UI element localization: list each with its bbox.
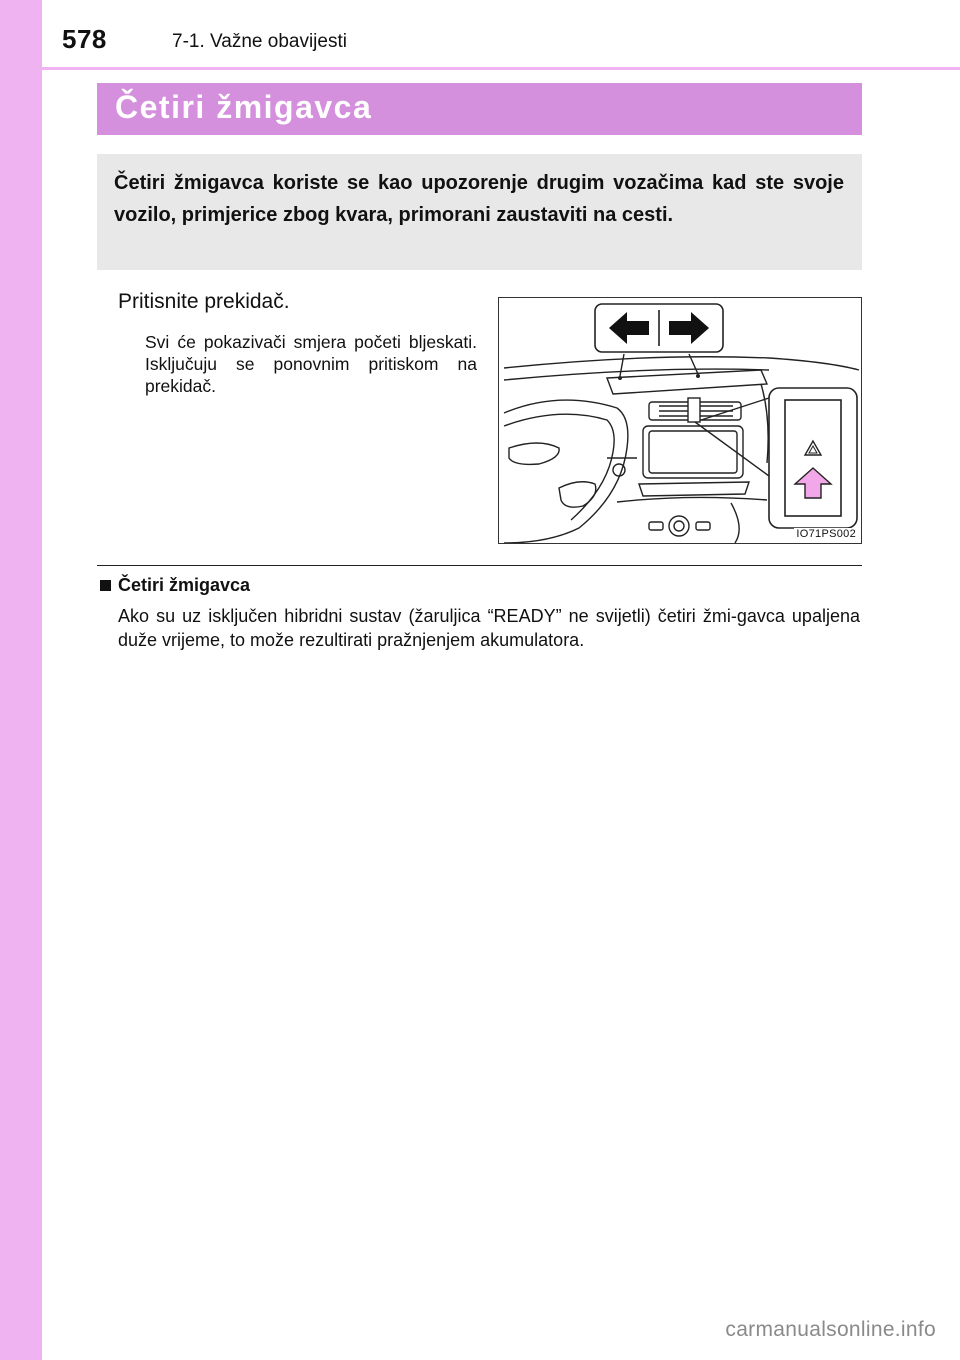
section-reference: 7-1. Važne obavijesti [172, 31, 347, 52]
dashboard-illustration [498, 297, 862, 544]
page-number: 578 [62, 24, 107, 54]
intro-box [97, 154, 862, 270]
step-detail: Svi će pokazivači smjera početi bljeskati. Isključuju se ponovnim pritiskom na prekidač. [145, 332, 477, 396]
watermark: carmanualsonline.info [725, 1318, 936, 1341]
note-heading: Četiri žmigavca [118, 575, 251, 595]
title-bar [97, 83, 862, 135]
note-bullet-icon [100, 580, 111, 591]
dashboard-drawing [499, 298, 861, 543]
page-title: Četiri žmigavca [115, 89, 373, 125]
intro-text: Četiri žmigavca koriste se kao upozorenje drugim vozačima kad ste svoje vozilo, primjerice zbog kvara, primorani zaustaviti na cesti. [114, 172, 844, 226]
side-color-band [0, 0, 42, 1360]
header-rule [42, 67, 960, 70]
step-instruction: Pritisnite prekidač. [118, 290, 290, 313]
note-body: Ako su uz isključen hibridni sustav (žaruljica “READY” ne svijetli) četiri žmi-gavca upaljena duže vrijeme, to može rezultirati pražnjenjem akumulatora. [118, 606, 860, 650]
figure-code: IO71PS002 [796, 528, 856, 540]
note-divider [97, 565, 862, 566]
